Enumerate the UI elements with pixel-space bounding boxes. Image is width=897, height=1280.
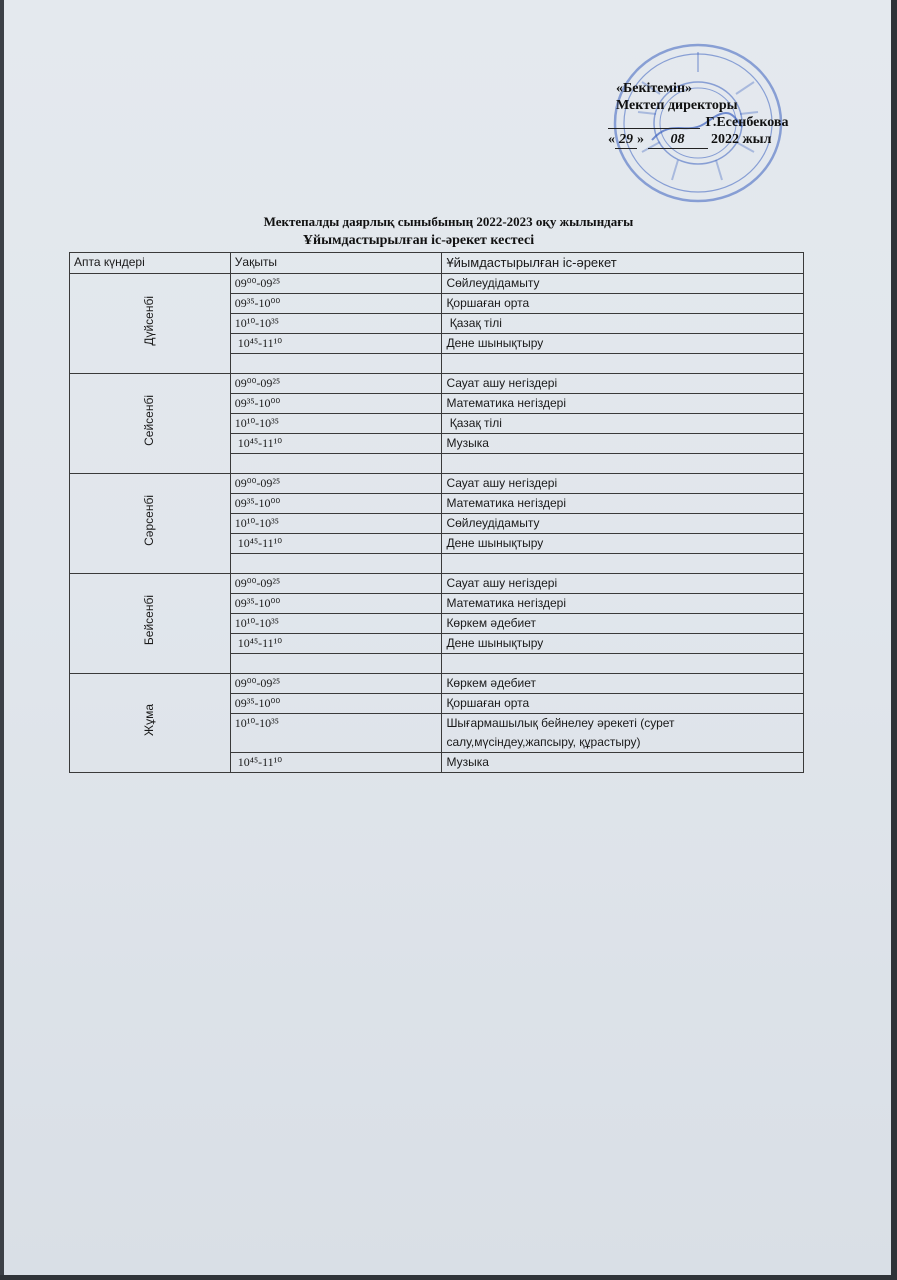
activity-cell: Қоршаған орта bbox=[442, 294, 804, 314]
activity-cell: Музыка bbox=[442, 753, 804, 773]
time-cell: 09³⁵-10⁰⁰ bbox=[230, 294, 442, 314]
activity-cell: Шығармашылық бейнелеу әрекеті (сурет салу,мүсіндеу,жапсыру, құрастыру) bbox=[442, 714, 804, 753]
signature-line bbox=[608, 116, 700, 129]
approval-block: «Бекітемін» Мектеп директоры Г.Есенбекова « 29 » 08 2022 жыл bbox=[608, 80, 828, 149]
table-row bbox=[70, 574, 804, 594]
activity-cell: Қоршаған орта bbox=[442, 694, 804, 714]
activity-cell: Сөйлеудідамыту bbox=[442, 514, 804, 534]
activity-cell bbox=[442, 554, 804, 574]
time-cell: 10¹⁰-10³⁵ bbox=[230, 714, 442, 753]
time-cell bbox=[230, 354, 442, 374]
header-activity: Ұйымдастырылған іс-әрекет bbox=[442, 253, 804, 274]
approval-month: 08 bbox=[648, 131, 708, 149]
time-cell: 09³⁵-10⁰⁰ bbox=[230, 394, 442, 414]
document-title-line2: Ұйымдастырылған іс-әрекет кестесі bbox=[302, 233, 535, 248]
activity-cell bbox=[442, 354, 804, 374]
approval-name: Г.Есенбекова bbox=[705, 115, 789, 130]
time-cell: 10⁴⁵-11¹⁰ bbox=[230, 434, 442, 454]
page-edge-right bbox=[891, 0, 897, 1280]
weekday-label: Сейсенбі bbox=[142, 395, 157, 446]
time-cell: 10⁴⁵-11¹⁰ bbox=[230, 334, 442, 354]
activity-cell: Математика негіздері bbox=[442, 394, 804, 414]
table-row bbox=[70, 274, 804, 294]
weekday-cell bbox=[70, 574, 231, 674]
time-cell: 10¹⁰-10³⁵ bbox=[230, 614, 442, 634]
approval-heading: «Бекітемін» bbox=[616, 81, 693, 96]
weekday-label: Бейсенбі bbox=[142, 595, 157, 646]
time-cell bbox=[230, 454, 442, 474]
time-cell: 09³⁵-10⁰⁰ bbox=[230, 694, 442, 714]
activity-cell bbox=[442, 654, 804, 674]
time-cell: 09⁰⁰-09²⁵ bbox=[230, 474, 442, 494]
time-cell: 10⁴⁵-11¹⁰ bbox=[230, 753, 442, 773]
table-header-row bbox=[70, 253, 804, 274]
weekday-cell bbox=[70, 474, 231, 574]
activity-cell: Көркем әдебиет bbox=[442, 614, 804, 634]
time-cell: 09⁰⁰-09²⁵ bbox=[230, 574, 442, 594]
table-row bbox=[70, 674, 804, 694]
activity-cell: Сауат ашу негіздері bbox=[442, 574, 804, 594]
time-cell: 10⁴⁵-11¹⁰ bbox=[230, 634, 442, 654]
weekday-cell bbox=[70, 674, 231, 773]
weekday-label: Сәрсенбі bbox=[142, 495, 157, 546]
activity-cell: Музыка bbox=[442, 434, 804, 454]
activity-cell: Сауат ашу негіздері bbox=[442, 474, 804, 494]
time-cell: 09³⁵-10⁰⁰ bbox=[230, 594, 442, 614]
time-cell: 10¹⁰-10³⁵ bbox=[230, 414, 442, 434]
activity-cell: Математика негіздері bbox=[442, 594, 804, 614]
activity-cell bbox=[442, 454, 804, 474]
activity-cell: Сауат ашу негіздері bbox=[442, 374, 804, 394]
weekday-cell bbox=[70, 374, 231, 474]
header-time: Уақыты bbox=[230, 253, 442, 274]
activity-cell: Қазақ тілі bbox=[442, 314, 804, 334]
weekday-label: Дүйсенбі bbox=[142, 295, 157, 346]
activity-cell: Көркем әдебиет bbox=[442, 674, 804, 694]
weekday-label: Жұма bbox=[142, 703, 157, 736]
approval-year: 2022 жыл bbox=[711, 132, 772, 147]
schedule-body bbox=[70, 274, 804, 773]
activity-cell: Дене шынықтыру bbox=[442, 534, 804, 554]
time-cell: 10⁴⁵-11¹⁰ bbox=[230, 534, 442, 554]
time-cell: 09⁰⁰-09²⁵ bbox=[230, 274, 442, 294]
time-cell bbox=[230, 554, 442, 574]
table-row bbox=[70, 374, 804, 394]
header-weekdays: Апта күндері bbox=[70, 253, 231, 274]
weekday-cell bbox=[70, 274, 231, 374]
time-cell: 09⁰⁰-09²⁵ bbox=[230, 674, 442, 694]
page-edge-bottom bbox=[0, 1275, 897, 1280]
schedule-table bbox=[69, 252, 804, 773]
activity-cell: Сөйлеудідамыту bbox=[442, 274, 804, 294]
approval-position: Мектеп директоры bbox=[616, 98, 738, 113]
activity-cell: Математика негіздері bbox=[442, 494, 804, 514]
approval-day: 29 bbox=[615, 131, 637, 149]
activity-cell: Қазақ тілі bbox=[442, 414, 804, 434]
time-cell: 10¹⁰-10³⁵ bbox=[230, 514, 442, 534]
time-cell: 09⁰⁰-09²⁵ bbox=[230, 374, 442, 394]
time-cell: 10¹⁰-10³⁵ bbox=[230, 314, 442, 334]
time-cell bbox=[230, 654, 442, 674]
table-row bbox=[70, 474, 804, 494]
activity-cell: Дене шынықтыру bbox=[442, 334, 804, 354]
document-title-line1: Мектепалды даярлық сыныбының 2022-2023 оқу жылындағы bbox=[263, 214, 634, 229]
time-cell: 09³⁵-10⁰⁰ bbox=[230, 494, 442, 514]
activity-cell: Дене шынықтыру bbox=[442, 634, 804, 654]
